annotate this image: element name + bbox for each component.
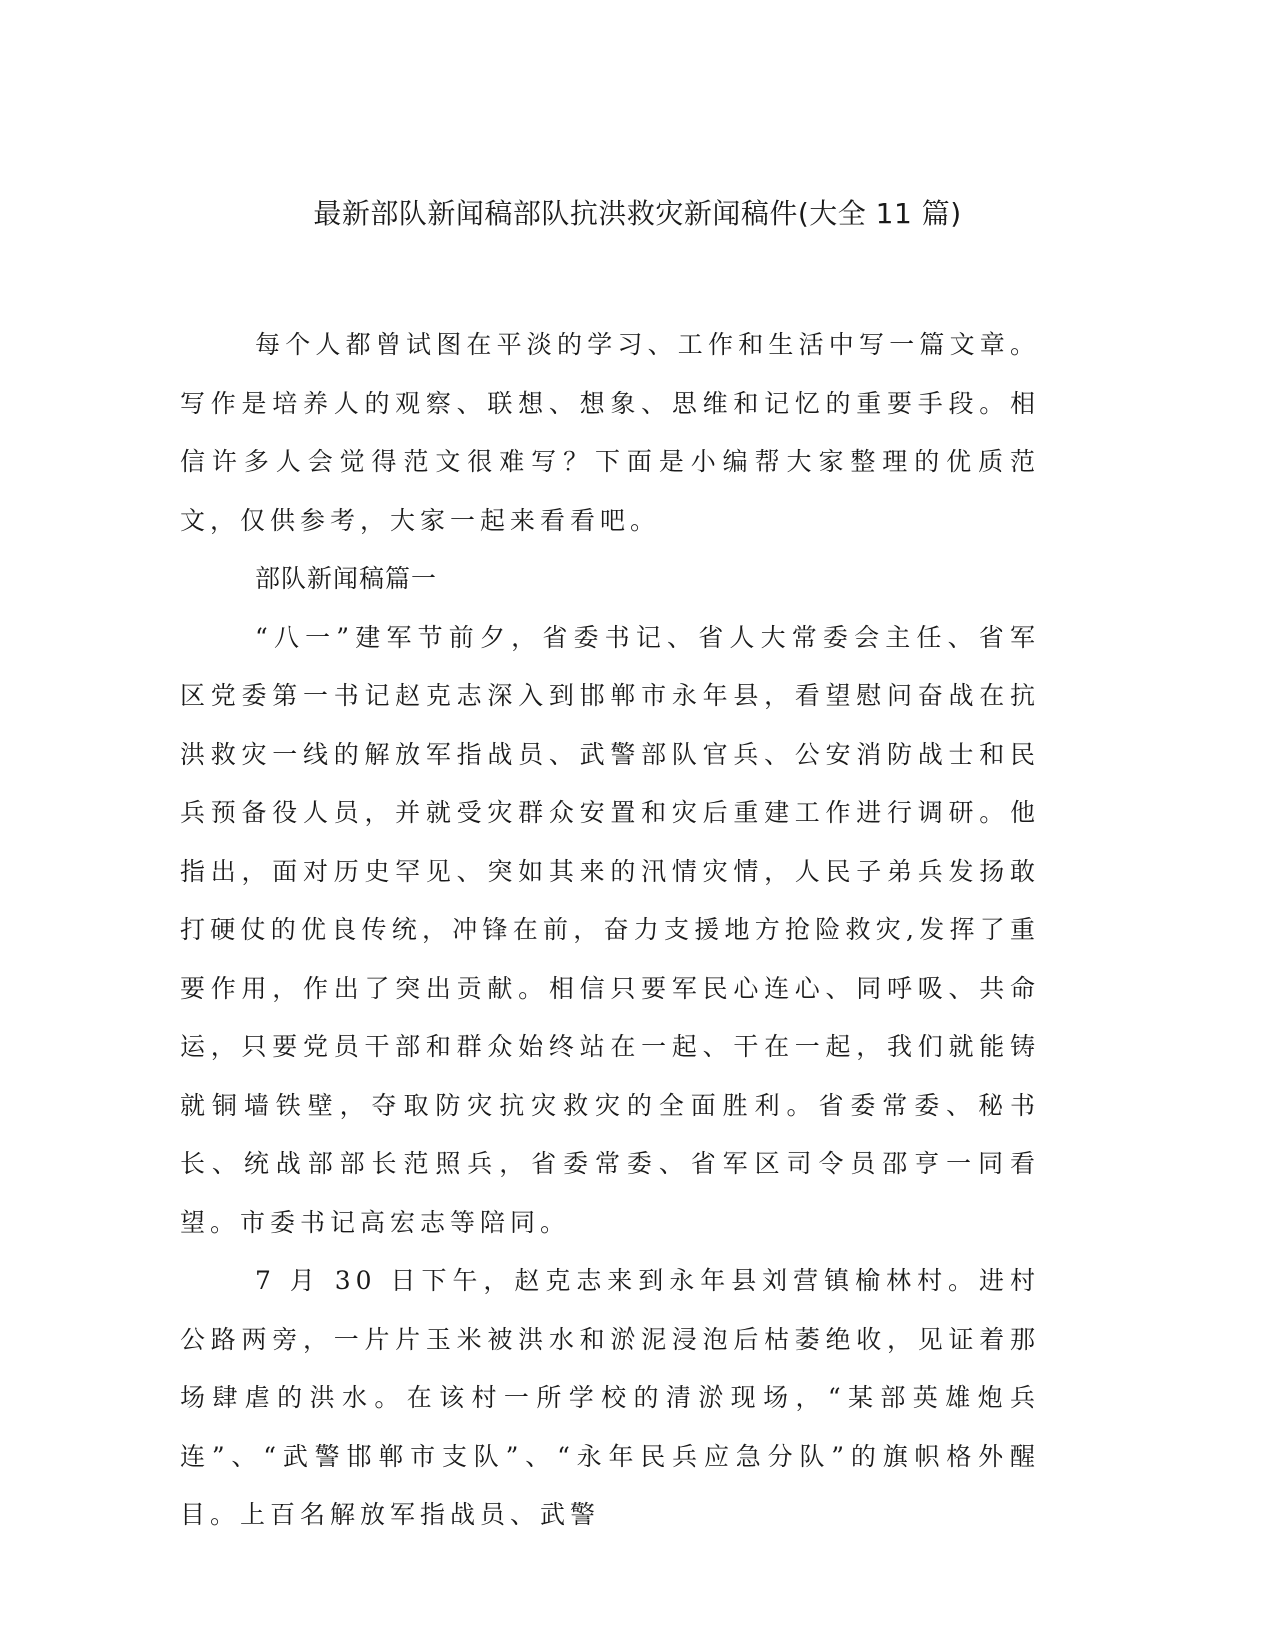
document-title: 最新部队新闻稿部队抗洪救灾新闻稿件(大全 11 篇)	[313, 197, 962, 230]
document-body	[180, 316, 1040, 1545]
body-paragraph: “八一”建军节前夕，省委书记、省人大常委会主任、省军区党委第一书记赵克志深入到邯郸市永年县，看望慰问奋战在抗洪救灾一线的解放军指战员、武警部队官兵、公安消防战士和民兵预备役人员，并就受灾群众安置和灾后重建工作进行调研。他指出，面对历史罕见、突如其来的汛情灾情，人民子弟兵发扬敢打硬仗的优良传统，冲锋在前，奋力支援地方抢险救灾,发挥了重要作用，作出了突出贡献。相信只要军民心连心、同呼吸、共命运，只要党员干部和群众始终站在一起、干在一起，我们就能铸就铜墙铁壁，夺取防灾抗灾救灾的全面胜利。省委常委、秘书长、统战部部长范照兵，省委常委、省军区司令员邵亨一同看望。市委书记高宏志等陪同。	[180, 622, 1040, 1237]
body-paragraph: 7 月 30 日下午，赵克志来到永年县刘营镇榆林村。进村公路两旁，一片片玉米被洪水和淤泥浸泡后枯萎绝收，见证着那场肆虐的洪水。在该村一所学校的清淤现场，“某部英雄炮兵连”、“武警邯郸市支队”、“永年民兵应急分队”的旗帜格外醒目。上百名解放军指战员、武警	[180, 1266, 1040, 1529]
intro-paragraph: 每个人都曾试图在平淡的学习、工作和生活中写一篇文章。写作是培养人的观察、联想、想象、思维和记忆的重要手段。相信许多人会觉得范文很难写？下面是小编帮大家整理的优质范文，仅供参考，大家一起来看看吧。	[180, 330, 1040, 535]
section-heading: 部队新闻稿篇一	[255, 564, 438, 593]
